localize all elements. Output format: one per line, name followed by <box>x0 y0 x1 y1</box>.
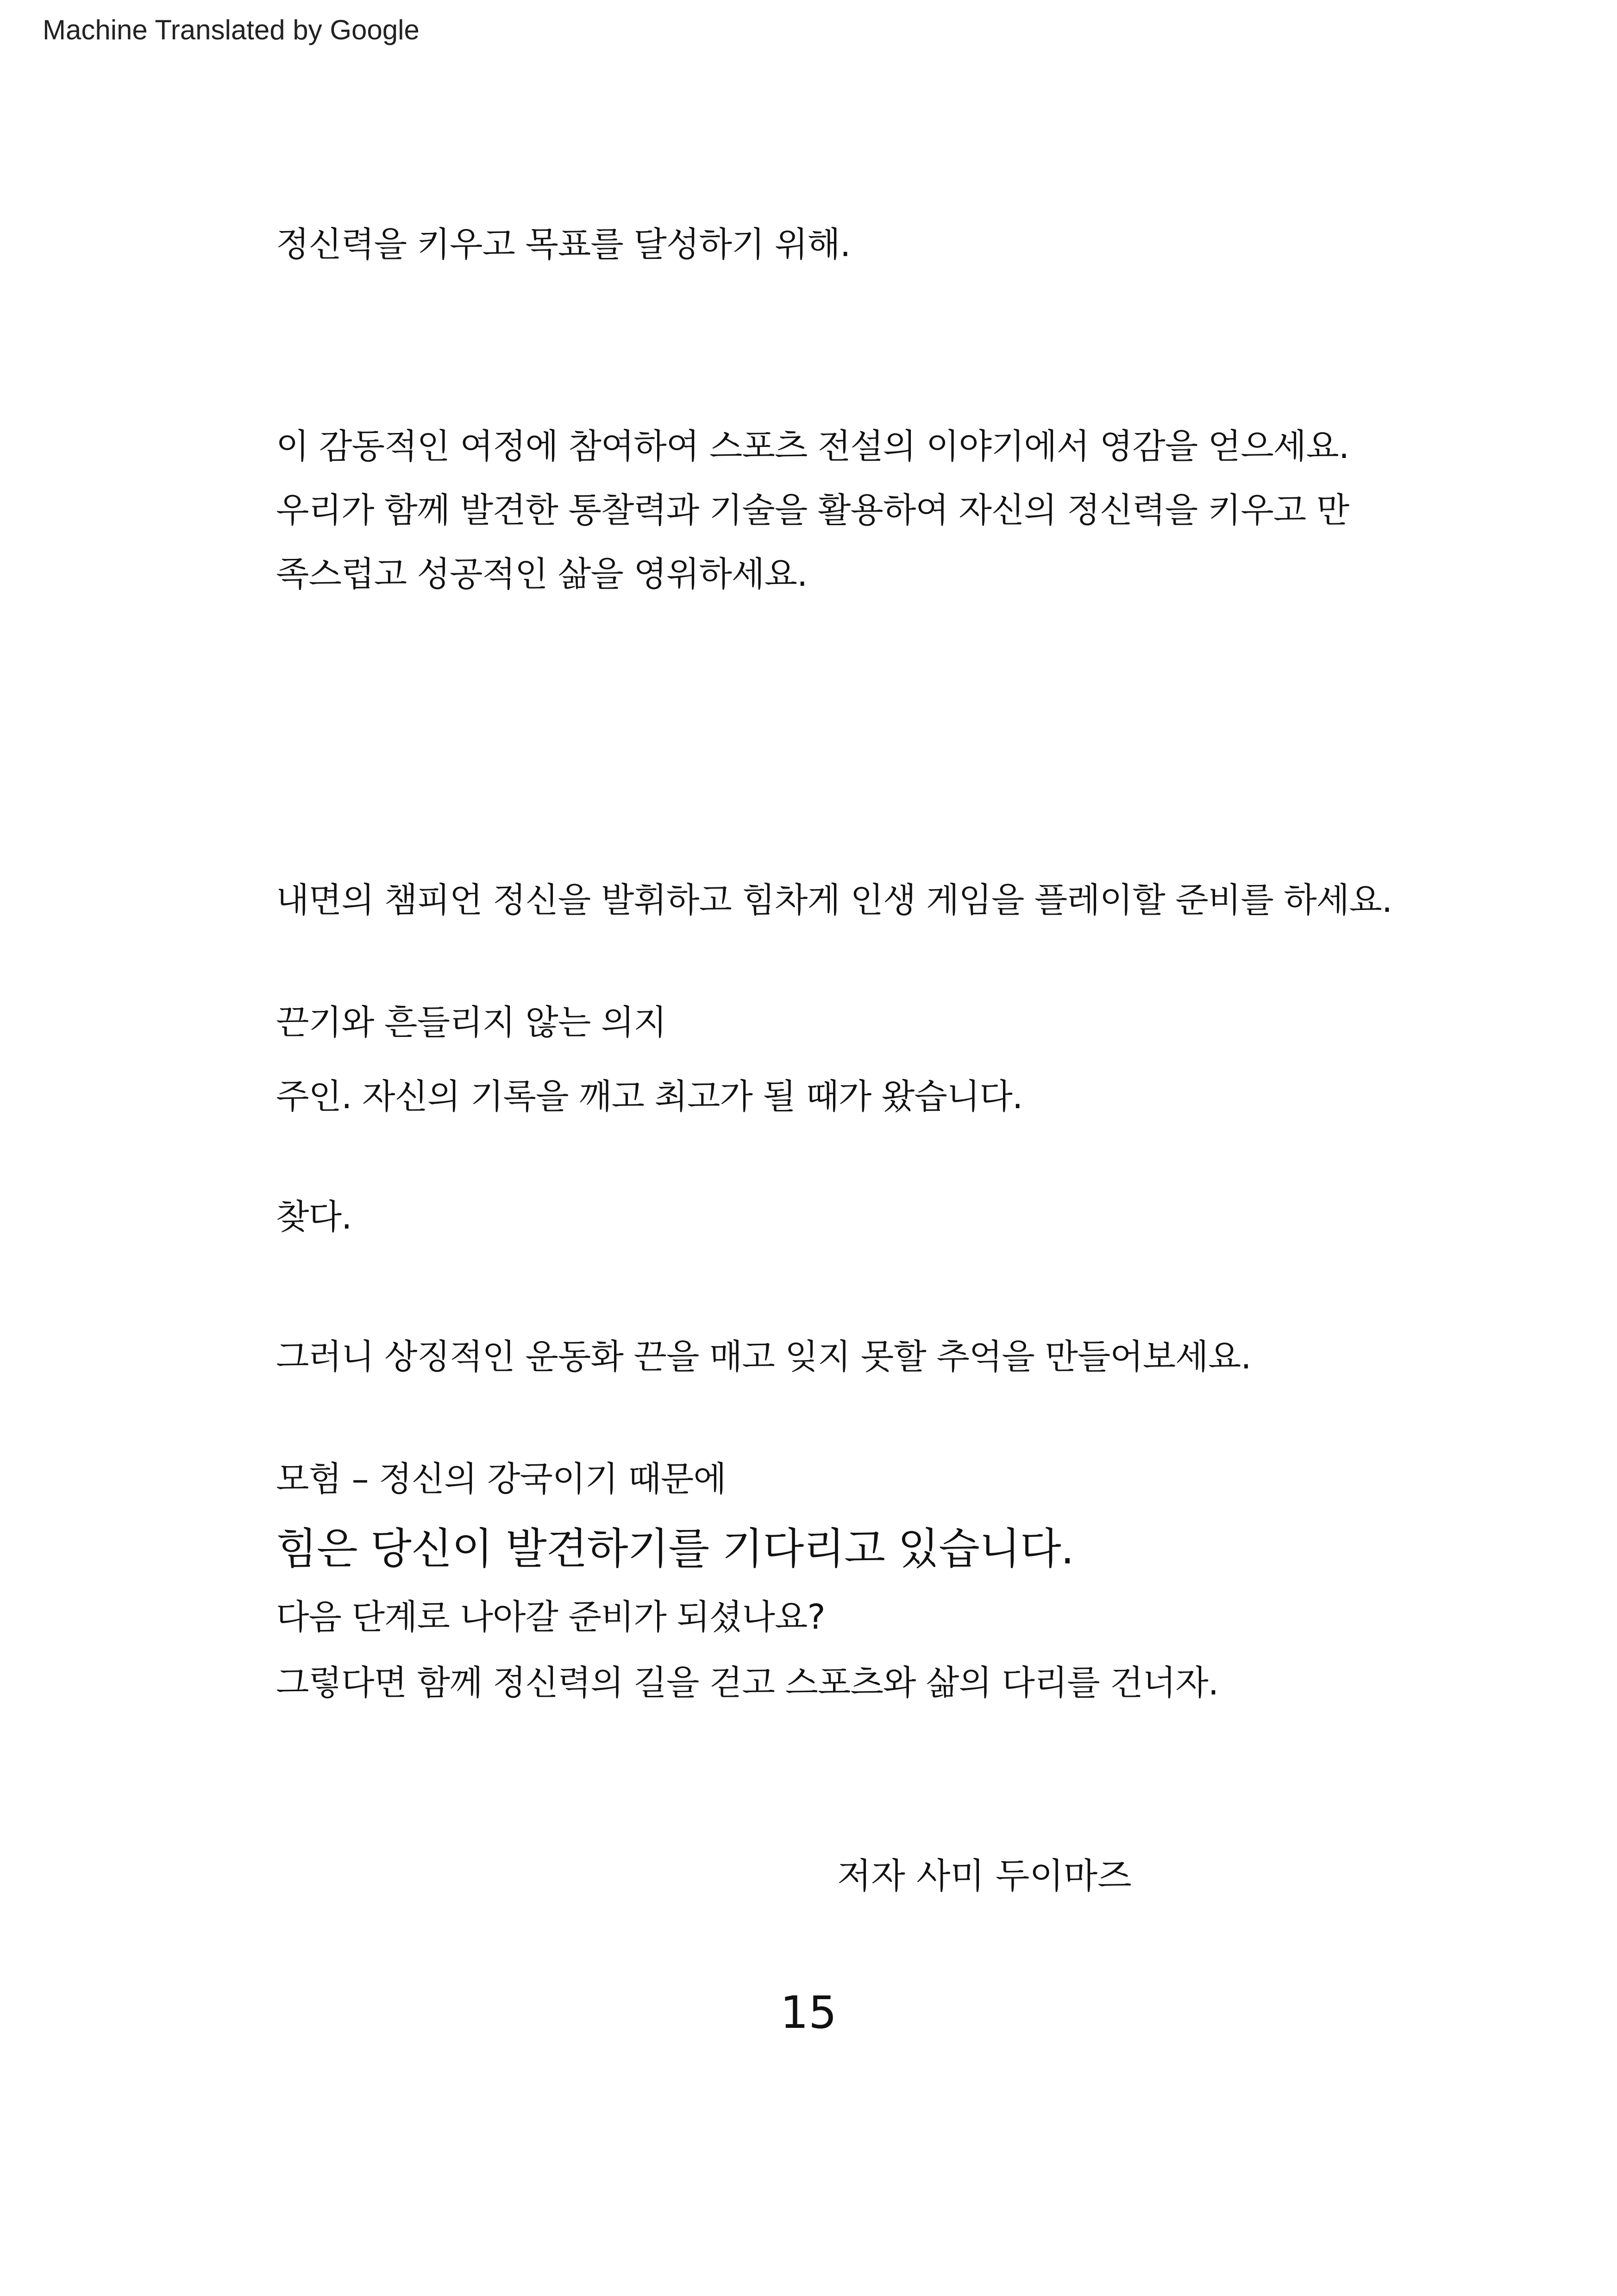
paragraph-line-7: 주인. 자신의 기록을 깨고 최고가 될 때가 왔습니다. <box>276 1077 1023 1117</box>
paragraph-line-13: 그렇다면 함께 정신력의 길을 걷고 스포츠와 삶의 다리를 건너자. <box>276 1663 1219 1703</box>
paragraph-line-9: 그러니 상징적인 운동화 끈을 매고 잊지 못할 추억을 만들어보세요. <box>276 1337 1251 1377</box>
paragraph-line-6: 끈기와 흔들리지 않는 의지 <box>276 1003 666 1042</box>
paragraph-line-10: 모험 – 정신의 강국이기 때문에 <box>276 1459 726 1499</box>
paragraph-line-8: 찾다. <box>276 1197 352 1237</box>
paragraph-line-12: 다음 단계로 나아갈 준비가 되셨나요? <box>276 1597 825 1637</box>
page-number: 15 <box>780 1987 837 2039</box>
paragraph-line-5: 내면의 챔피언 정신을 발휘하고 힘차게 인생 게임을 플레이할 준비를 하세요. <box>276 880 1392 920</box>
paragraph-line-4: 족스럽고 성공적인 삶을 영위하세요. <box>276 554 808 594</box>
paragraph-line-3: 우리가 함께 발견한 통찰력과 기술을 활용하여 자신의 정신력을 키우고 만 <box>276 490 1349 530</box>
machine-translation-watermark: Machine Translated by Google <box>43 14 420 45</box>
author-credit: 저자 사미 두이마즈 <box>837 1855 1132 1896</box>
paragraph-line-1: 정신력을 키우고 목표를 달성하기 위해. <box>276 225 851 264</box>
paragraph-line-11: 힘은 당신이 발견하기를 기다리고 있습니다. <box>276 1524 1074 1574</box>
paragraph-line-2: 이 감동적인 여정에 참여하여 스포츠 전설의 이야기에서 영감을 얻으세요. <box>276 427 1349 466</box>
